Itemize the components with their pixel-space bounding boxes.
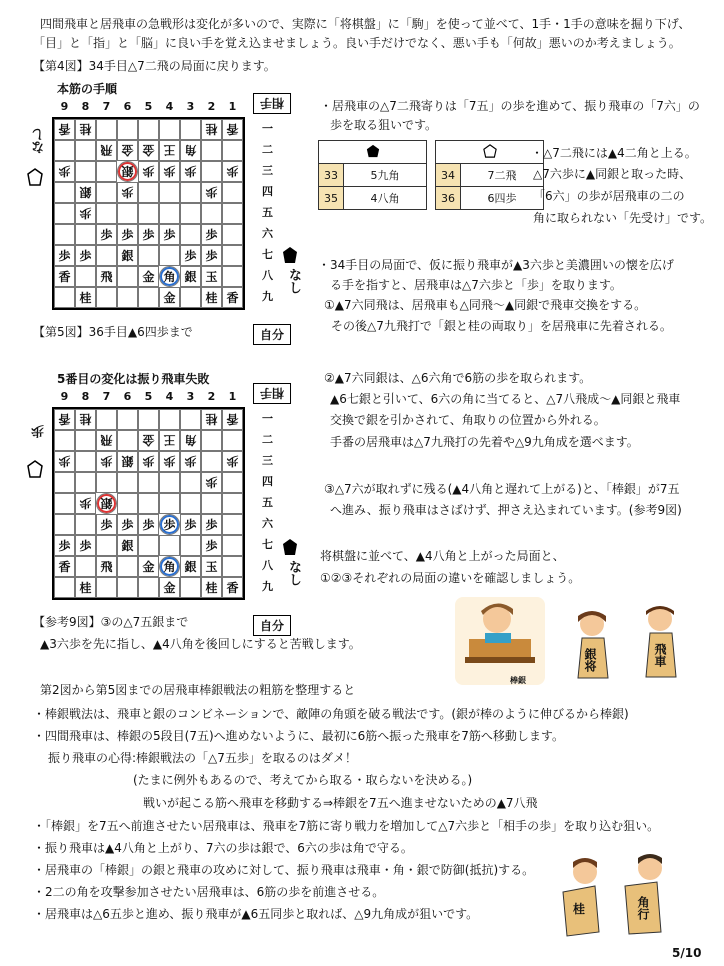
board-square	[159, 535, 180, 556]
sente-pentagon-icon	[282, 246, 298, 264]
board-square: 歩	[54, 535, 75, 556]
board-square	[201, 203, 222, 224]
board-square: 歩	[75, 203, 96, 224]
board-square	[96, 472, 117, 493]
board-square	[138, 119, 159, 140]
file-number: 8	[81, 100, 90, 113]
board-square: 歩	[201, 514, 222, 535]
summary-line-3: ・四間飛車は、棒銀の5段目(7五)へ進めないように、最初に6筋へ振った飛車を7筋へ移動します。	[33, 729, 564, 743]
board-square: 歩	[138, 514, 159, 535]
board-square	[117, 556, 138, 577]
board-square	[138, 203, 159, 224]
rank-number: 八	[262, 269, 273, 282]
diagram2-caption: 【参考9図】③の△7五銀まで	[33, 615, 189, 629]
right1-line-7: ・34手目の局面で、仮に振り飛車が▲3六歩と美濃囲いの懐を広げ	[318, 258, 674, 272]
right2-line-8: ①②③それぞれの局面の違いを確認しましょう。	[320, 571, 581, 585]
board-square	[117, 287, 138, 308]
board-square	[180, 472, 201, 493]
board-square: 銀	[117, 245, 138, 266]
right1-line-10: その後△7九飛打で「銀と桂の両取り」を居飛車に先着される。	[331, 319, 672, 333]
board-square: 桂	[75, 577, 96, 598]
rank-number: 三	[262, 164, 273, 177]
board-square	[138, 245, 159, 266]
file-number: 4	[165, 390, 174, 403]
summary-line-8: ・振り飛車は▲4八角と上がり、7六の歩は銀で、6六の歩は角で守る。	[33, 841, 413, 855]
right2-line-6: へ進み、振り飛車はさばけず、押さえ込まれています。(参考9図)	[330, 503, 682, 517]
board-square	[180, 493, 201, 514]
rank-number: 六	[262, 517, 273, 530]
board-square	[138, 287, 159, 308]
board-square	[180, 577, 201, 598]
board-square: 歩	[201, 472, 222, 493]
intro-line-2: 「目」と「指」と「脳」に良い手を覚え込ませましょう。良い手だけでなく、悪い手も「何故」悪いのか考えましょう。	[33, 36, 681, 50]
file-number: 8	[81, 390, 90, 403]
board-square: 歩	[180, 451, 201, 472]
board-square: 銀	[117, 451, 138, 472]
board-square: 銀	[75, 182, 96, 203]
board-square: 角	[180, 140, 201, 161]
file-number: 9	[60, 100, 69, 113]
rank-number: 四	[262, 475, 273, 488]
right1-line-3: ・△7二飛には▲4二角と上る。	[531, 146, 697, 160]
file-number: 5	[144, 390, 153, 403]
board-square	[54, 472, 75, 493]
board-square	[96, 119, 117, 140]
board-square	[222, 472, 243, 493]
board-square	[54, 493, 75, 514]
board-square: 飛	[96, 430, 117, 451]
children-with-pieces-illustration	[555, 852, 705, 937]
rank-number: 九	[262, 580, 273, 593]
gote-pentagon-icon	[27, 168, 43, 186]
board-square	[96, 577, 117, 598]
rank-number: 七	[262, 248, 273, 261]
summary-line-5: (たまに例外もあるので、考えてから取る・取らないを決める。)	[133, 773, 473, 787]
board-square	[180, 203, 201, 224]
board-square	[54, 514, 75, 535]
board-square: 玉	[201, 556, 222, 577]
moves-table	[318, 140, 544, 210]
diagram1-gote-hand: なし	[32, 128, 47, 154]
summary-line-4: 振り飛車の心得:棒銀戦法の「△7五歩」を取るのはダメ！	[48, 751, 357, 765]
board-square	[75, 556, 96, 577]
board-square: 金	[117, 140, 138, 161]
diagram2-board	[52, 407, 245, 600]
sente-pentagon-icon	[282, 538, 298, 556]
right1-line-1: ・居飛車の△7二飛寄りは「7五」の歩を進めて、振り飛車の「7六」の	[320, 99, 700, 113]
board-square: 香	[222, 119, 243, 140]
board-square: 歩	[138, 224, 159, 245]
board-square: 銀	[117, 535, 138, 556]
diagram2-sente-hand: なし	[286, 560, 301, 586]
board-square: 銀	[117, 161, 138, 182]
board-square	[75, 140, 96, 161]
intro-line-1: 四間飛車と居飛車の急戦形は変化が多いので、実際に「将棋盤」に「駒」を使って並べて、1手・1手の意味を掘り下げ、	[40, 17, 691, 31]
board-square	[75, 472, 96, 493]
summary-line-9: ・居飛車の「棒銀」の銀と飛車の攻めに対して、振り飛車は飛車・角・銀で防御(抵抗)する。	[33, 863, 535, 877]
move-text: 6四歩	[461, 187, 544, 210]
board-square: 歩	[159, 514, 180, 535]
board-square: 歩	[138, 451, 159, 472]
board-square	[117, 266, 138, 287]
board-square	[96, 203, 117, 224]
board-square: 角	[180, 430, 201, 451]
right1-line-9: ①▲7六同飛は、居飛車も△同飛～▲同銀で飛車交換をする。	[324, 298, 647, 312]
board-square: 歩	[222, 161, 243, 182]
board-square: 歩	[96, 451, 117, 472]
board-square	[138, 535, 159, 556]
board-square: 歩	[75, 245, 96, 266]
piece-label: 角行	[636, 896, 650, 920]
board-square	[222, 266, 243, 287]
board-square	[159, 472, 180, 493]
board-square: 歩	[159, 224, 180, 245]
right2-line-4: 手番の居飛車は△7九飛打の先着や△9九角成を選べます。	[330, 435, 639, 449]
board-square: 歩	[138, 161, 159, 182]
girl-with-silver-piece-illustration	[560, 610, 630, 680]
board-square: 歩	[96, 514, 117, 535]
board-square: 玉	[201, 266, 222, 287]
board-square: 香	[222, 287, 243, 308]
board-square: 歩	[75, 493, 96, 514]
board-square	[96, 161, 117, 182]
board-square	[222, 430, 243, 451]
board-square: 王	[159, 430, 180, 451]
move-number: 33	[319, 164, 344, 187]
board-square: 金	[138, 140, 159, 161]
rank-number: 九	[262, 290, 273, 303]
board-square	[96, 182, 117, 203]
girl-with-rook-piece-illustration	[630, 605, 700, 680]
board-square: 香	[222, 577, 243, 598]
board-square	[222, 203, 243, 224]
file-number: 6	[123, 390, 132, 403]
summary-line-7: ・「棒銀」を7五へ前進させたい居飛車は、飛車を7筋に寄り戦力を増加して△7六歩と「相手の歩」を取り込む狙い。	[33, 819, 660, 833]
after-note: ▲3六歩を先に指し、▲4八角を後回しにすると苦戦します。	[40, 637, 361, 651]
board-square: 金	[138, 266, 159, 287]
boy-playing-shogi-illustration	[455, 597, 545, 685]
board-square	[54, 224, 75, 245]
right2-line-2: ▲6七銀と引いて、6六の角に当てると、△7八飛成～▲同銀と飛車	[330, 392, 681, 406]
board-square: 桂	[201, 577, 222, 598]
right2-line-5: ③△7六が取れずに残る(▲4八角と遅れて上がる)と、「棒銀」が7五	[324, 482, 680, 496]
board-square	[138, 182, 159, 203]
file-number: 5	[144, 100, 153, 113]
rank-number: 一	[262, 412, 273, 425]
board-square: 角	[159, 266, 180, 287]
board-square	[201, 140, 222, 161]
board-square: 歩	[201, 535, 222, 556]
diagram1-file-numbers	[54, 100, 243, 113]
board-square: 歩	[54, 451, 75, 472]
board-square: 歩	[117, 514, 138, 535]
board-square: 金	[138, 430, 159, 451]
board-square: 角	[159, 556, 180, 577]
rank-number: 八	[262, 559, 273, 572]
right2-line-3: 交換で銀を引かされて、角取りの位置から外れる。	[330, 413, 606, 427]
board-square: 桂	[201, 287, 222, 308]
board-square: 歩	[159, 451, 180, 472]
board-square: 飛	[96, 266, 117, 287]
board-square: 歩	[201, 224, 222, 245]
right1-line-2: 歩を取る狙いです。	[330, 118, 438, 132]
file-number: 3	[186, 390, 195, 403]
rank-number: 五	[262, 206, 273, 219]
right1-line-5: 「6六」の歩が居飛車の二の	[533, 189, 685, 203]
rank-number: 二	[262, 143, 273, 156]
rank-number: 一	[262, 122, 273, 135]
board-square	[222, 556, 243, 577]
board-square: 香	[54, 409, 75, 430]
board-square	[117, 472, 138, 493]
board-square	[222, 182, 243, 203]
board-square: 香	[54, 556, 75, 577]
board-square: 歩	[180, 161, 201, 182]
board-square	[117, 493, 138, 514]
board-square: 桂	[201, 119, 222, 140]
rank-number: 五	[262, 496, 273, 509]
summary-line-1: 第2図から第5図までの居飛車棒銀戦法の粗筋を整理すると	[40, 683, 356, 697]
board-square	[201, 451, 222, 472]
move-number: 35	[319, 187, 344, 210]
board-square	[75, 451, 96, 472]
board-square: 歩	[117, 182, 138, 203]
board-square: 香	[54, 119, 75, 140]
right1-line-6: 角に取られない「先受け」です。	[533, 211, 713, 225]
board-square	[54, 287, 75, 308]
board-square: 歩	[180, 245, 201, 266]
board-square	[117, 430, 138, 451]
diagram2-sente-label: 自分	[253, 615, 291, 636]
piece-label: 桂	[573, 902, 586, 916]
diagram2-rank-numbers	[262, 408, 273, 597]
move-number: 34	[436, 164, 461, 187]
board-square	[138, 493, 159, 514]
move-text: 5九角	[344, 164, 427, 187]
file-number: 2	[207, 100, 216, 113]
rank-number: 二	[262, 433, 273, 446]
board-square	[159, 409, 180, 430]
summary-line-6: 戦いが起こる筋へ飛車を移動する⇒棒銀を7五へ進ませないための▲7八飛	[143, 796, 538, 810]
file-number: 1	[228, 100, 237, 113]
board-square	[222, 514, 243, 535]
summary-line-11: ・居飛車は△6五歩と進め、振り飛車が▲6五同歩と取れば、△9九角成が狙いです。	[33, 907, 479, 921]
board-square	[75, 161, 96, 182]
board-square	[180, 287, 201, 308]
diagram1-sente-label: 自分	[253, 324, 291, 345]
board-square: 歩	[201, 182, 222, 203]
board-square: 銀	[180, 266, 201, 287]
board-square: 桂	[75, 409, 96, 430]
board-square	[54, 430, 75, 451]
board-square: 銀	[96, 493, 117, 514]
move-text: 7二飛	[461, 164, 544, 187]
board-square	[138, 472, 159, 493]
board-square	[180, 119, 201, 140]
diagram1-gote-label: 相手	[253, 93, 291, 114]
board-square	[138, 409, 159, 430]
board-square	[54, 140, 75, 161]
rank-number: 三	[262, 454, 273, 467]
page-number: 5/10	[672, 946, 702, 960]
board-square: 銀	[180, 556, 201, 577]
board-square	[180, 182, 201, 203]
board-square: 桂	[75, 119, 96, 140]
board-square	[159, 203, 180, 224]
right2-line-1: ②▲7六同銀は、△6六角で6筋の歩を取られます。	[324, 371, 592, 385]
file-number: 1	[228, 390, 237, 403]
board-square: 飛	[96, 140, 117, 161]
board-square: 歩	[222, 451, 243, 472]
board-square	[180, 224, 201, 245]
board-square	[222, 245, 243, 266]
board-square: 金	[138, 556, 159, 577]
diagram2-file-numbers	[54, 390, 243, 403]
board-square	[201, 493, 222, 514]
board-square	[159, 493, 180, 514]
piece-label: 銀将	[583, 648, 597, 672]
rank-number: 六	[262, 227, 273, 240]
board-square: 金	[159, 287, 180, 308]
board-square: 金	[159, 577, 180, 598]
rank-number: 七	[262, 538, 273, 551]
board-square: 歩	[96, 224, 117, 245]
board-square	[75, 430, 96, 451]
board-square: 歩	[180, 514, 201, 535]
board-square	[117, 203, 138, 224]
intro-line-3: 【第4図】34手目△7二飛の局面に戻ります。	[33, 59, 276, 73]
white-pentagon-icon	[436, 141, 544, 164]
board-square	[75, 224, 96, 245]
board-square	[54, 182, 75, 203]
gote-pentagon-icon	[27, 460, 43, 478]
right2-line-7: 将棋盤に並べて、▲4八角と上がった局面と、	[320, 549, 565, 563]
diagram2-title: 5番目の変化は振り飛車失敗	[57, 372, 210, 386]
board-square: 歩	[54, 161, 75, 182]
move-text: 4八角	[344, 187, 427, 210]
board-square: 香	[222, 409, 243, 430]
summary-line-10: ・2二の角を攻撃参加させたい居飛車は、6筋の歩を前進させる。	[33, 885, 385, 899]
board-square	[180, 409, 201, 430]
move-number: 36	[436, 187, 461, 210]
board-square	[180, 535, 201, 556]
board-square	[138, 577, 159, 598]
file-number: 9	[60, 390, 69, 403]
board-square	[201, 430, 222, 451]
board-square	[54, 203, 75, 224]
board-square	[117, 119, 138, 140]
diagram1-board	[52, 117, 245, 310]
board-square	[96, 245, 117, 266]
rank-number: 四	[262, 185, 273, 198]
black-pentagon-icon	[319, 141, 427, 164]
board-square	[96, 287, 117, 308]
right1-line-8: る手を指すと、居飛車は△7六歩と「歩」を取ります。	[330, 278, 622, 292]
diagram2-gote-label: 相手	[253, 383, 291, 404]
diagram1-sente-hand: なし	[286, 268, 301, 294]
file-number: 4	[165, 100, 174, 113]
board-square: 香	[54, 266, 75, 287]
board-square	[159, 182, 180, 203]
board-square	[222, 224, 243, 245]
diagram1-caption: 【第5図】36手目▲6四歩まで	[33, 325, 193, 339]
diagram1-rank-numbers	[262, 118, 273, 307]
board-square: 歩	[117, 224, 138, 245]
piece-label: 飛車	[653, 643, 667, 667]
file-number: 2	[207, 390, 216, 403]
cartoon1-label: 棒銀	[510, 676, 526, 685]
board-square	[96, 535, 117, 556]
board-square	[117, 577, 138, 598]
board-square	[222, 493, 243, 514]
board-square: 歩	[54, 245, 75, 266]
board-square	[222, 535, 243, 556]
board-square: 歩	[159, 161, 180, 182]
board-square	[75, 266, 96, 287]
board-square	[75, 514, 96, 535]
board-square	[117, 409, 138, 430]
board-square	[201, 161, 222, 182]
file-number: 3	[186, 100, 195, 113]
file-number: 7	[102, 390, 111, 403]
board-square: 王	[159, 140, 180, 161]
board-square	[54, 577, 75, 598]
diagram1-title: 本筋の手順	[57, 82, 118, 96]
board-square	[159, 119, 180, 140]
file-number: 6	[123, 100, 132, 113]
board-square	[96, 409, 117, 430]
board-square	[222, 140, 243, 161]
summary-line-2: ・棒銀戦法は、飛車と銀のコンビネーションで、敵陣の角頭を破る戦法です。(銀が棒のように伸びるから棒銀)	[33, 707, 629, 721]
diagram2-gote-hand: 歩	[32, 425, 47, 438]
board-square: 桂	[75, 287, 96, 308]
board-square: 桂	[201, 409, 222, 430]
board-square: 歩	[75, 535, 96, 556]
file-number: 7	[102, 100, 111, 113]
board-square	[159, 245, 180, 266]
right1-line-4: △7六歩に▲同銀と取った時、	[533, 167, 692, 181]
board-square: 飛	[96, 556, 117, 577]
board-square: 歩	[201, 245, 222, 266]
